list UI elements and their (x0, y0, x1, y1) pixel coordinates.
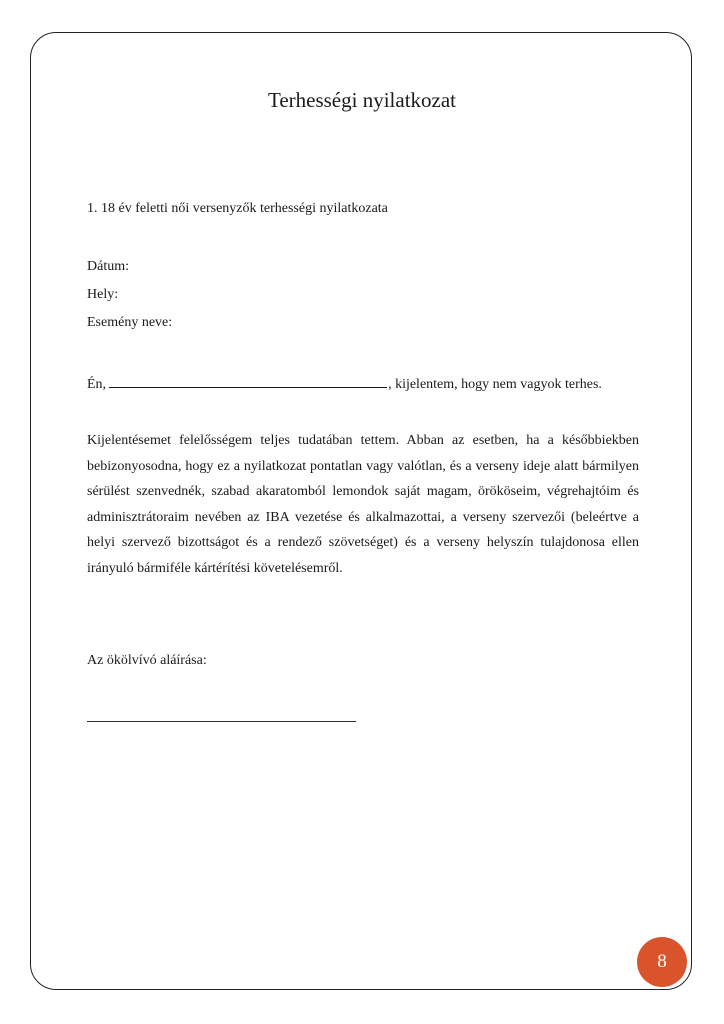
signature-label: Az ökölvívó aláírása: (87, 653, 207, 668)
section-heading: 1. 18 év feletti női versenyzők terhességi nyilatkozata (87, 201, 388, 216)
event-name-label: Esemény neve: (87, 315, 173, 330)
declaration-prefix: Én, (87, 377, 107, 392)
declaration-suffix: , kijelentem, hogy nem vagyok terhes. (388, 377, 602, 392)
declaration-line (87, 373, 602, 394)
place-label: Hely: (87, 287, 119, 302)
document-title: Terhességi nyilatkozat (267, 88, 457, 112)
page-number-badge: 8 (637, 937, 687, 987)
declaration-paragraph: Kijelentésemet felelősségem teljes tudatában tettem. Abban az esetben, ha a későbbiekben bebizonyosodna, hogy ez a nyilatkozat pontatlan vagy valótlan, és a verseny ideje alatt bármilyen sérülést szenvednék, szabad akaratomból lemondok saját magam, örököseim, végrehajtóim és adminisztrátoraim nevében az IBA vezetése és alkalmazottai, a verseny szervezői (beleértve a helyi szervező bizottságot és a rendező szövetséget) és a verseny helyszín tulajdonosa ellen irányuló bármiféle kártérítési követelésemről. (87, 433, 639, 576)
signature-line (87, 721, 356, 722)
date-label: Dátum: (87, 259, 129, 274)
name-blank-line (109, 373, 387, 388)
